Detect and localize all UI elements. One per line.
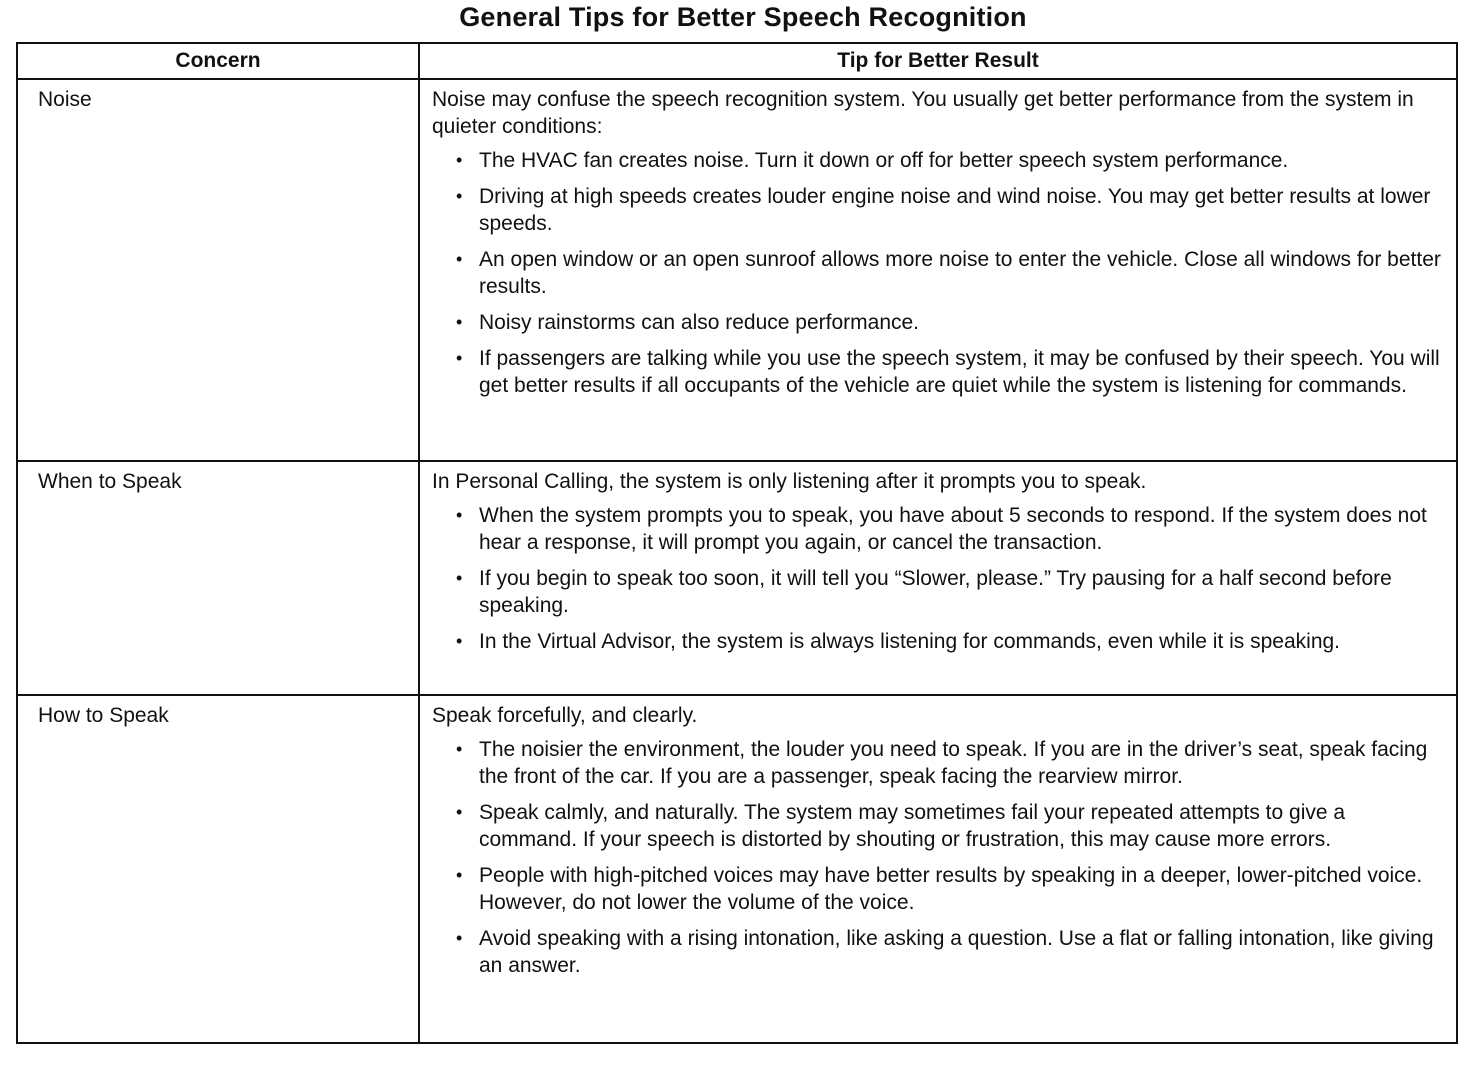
tip-item: • In the Virtual Advisor, the system is always listening for commands, even while it is speaking. xyxy=(456,630,1341,653)
tip-intro: Speak forcefully, and clearly. xyxy=(432,704,698,727)
tip-item: • An open window or an open sunroof allows more noise to enter the vehicle. Close all windows for better results. xyxy=(456,248,1441,298)
concern-cell: Noise xyxy=(17,79,419,461)
bullet-icon: • xyxy=(456,631,463,651)
tip-item: • The noisier the environment, the louder you need to speak. If you are in the driver’s seat, speak facing the front of the car. If you are a passenger, speak facing the rearview mirror. xyxy=(456,738,1428,788)
concern-cell: How to Speak xyxy=(17,695,419,1043)
tip-item: • If you begin to speak too soon, it will tell you “Slower, please.” Try pausing for a half second before speaking. xyxy=(456,567,1392,617)
tip-cell xyxy=(419,461,1457,695)
bullet-icon: • xyxy=(456,865,463,885)
bullet-icon: • xyxy=(456,739,463,759)
bullet-icon: • xyxy=(456,505,463,525)
bullet-icon: • xyxy=(456,348,463,368)
bullet-icon: • xyxy=(456,928,463,948)
tip-item: • People with high-pitched voices may have better results by speaking in a deeper, lower-pitched voice. However, do not lower the volume of the voice. xyxy=(456,864,1423,914)
tips-table xyxy=(16,42,1458,1044)
column-header-tip: Tip for Better Result xyxy=(419,43,1457,79)
bullet-icon: • xyxy=(456,568,463,588)
table-row xyxy=(17,695,1457,1043)
tip-intro: In Personal Calling, the system is only listening after it prompts you to speak. xyxy=(432,470,1147,493)
bullet-icon: • xyxy=(456,186,463,206)
table-row xyxy=(17,461,1457,695)
bullet-icon: • xyxy=(456,312,463,332)
column-header-concern: Concern xyxy=(17,43,419,79)
tip-item: • Noisy rainstorms can also reduce performance. xyxy=(456,311,920,334)
tip-item: • Avoid speaking with a rising intonation, like asking a question. Use a flat or falling intonation, like giving an answer. xyxy=(456,927,1434,977)
bullet-icon: • xyxy=(456,249,463,269)
tip-intro: Noise may confuse the speech recognition system. You usually get better performance from the system in quieter conditions: xyxy=(432,88,1414,138)
bullet-icon: • xyxy=(456,150,463,170)
concern-cell: When to Speak xyxy=(17,461,419,695)
tip-item: • The HVAC fan creates noise. Turn it down or off for better speech system performance. xyxy=(456,149,1289,172)
tip-item: • Speak calmly, and naturally. The system may sometimes fail your repeated attempts to give a command. If your speech is distorted by shouting or frustration, this may cause more errors. xyxy=(456,801,1346,851)
tip-cell xyxy=(419,695,1457,1043)
tip-item: • If passengers are talking while you use the speech system, it may be confused by their speech. You will get better results if all occupants of the vehicle are quiet while the system is listening for commands. xyxy=(456,347,1440,397)
tip-list xyxy=(432,147,1446,399)
bullet-icon: • xyxy=(456,802,463,822)
tip-list xyxy=(432,736,1446,979)
tip-list xyxy=(432,502,1446,655)
page-title: General Tips for Better Speech Recognition xyxy=(459,2,1027,32)
tip-cell xyxy=(419,79,1457,461)
table-row xyxy=(17,79,1457,461)
table-header-row xyxy=(17,43,1457,79)
tip-item: • Driving at high speeds creates louder engine noise and wind noise. You may get better results at lower speeds. xyxy=(456,185,1431,235)
tip-item: • When the system prompts you to speak, you have about 5 seconds to respond. If the system does not hear a response, it will prompt you again, or cancel the transaction. xyxy=(456,504,1427,554)
